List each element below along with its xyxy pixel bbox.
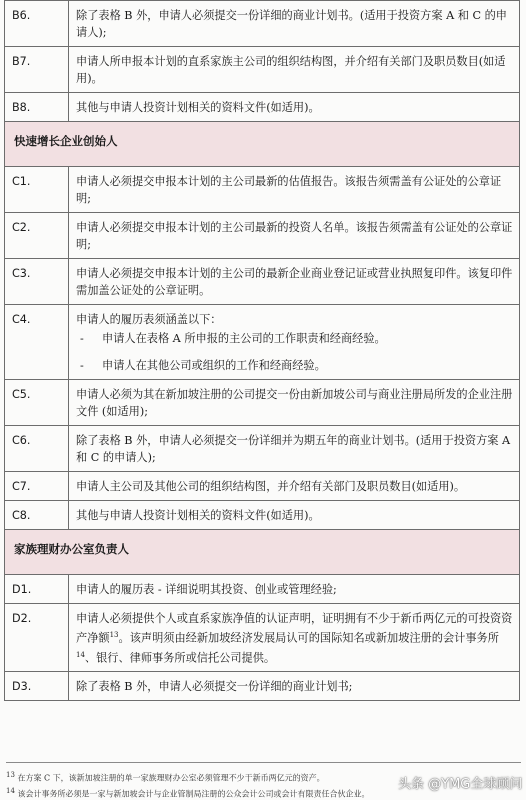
row-code: C3.	[5, 259, 69, 305]
table-row	[5, 93, 520, 122]
section-d-header	[5, 530, 520, 575]
table-row	[5, 426, 520, 472]
table-row	[5, 167, 520, 213]
row-code: B7.	[5, 47, 69, 93]
row-code: C7.	[5, 472, 69, 501]
table-row	[5, 501, 520, 530]
row-code: C5.	[5, 380, 69, 426]
row-code: C8.	[5, 501, 69, 530]
section-c-header	[5, 122, 520, 167]
text-fragment: 申请人必须提供个人或直系家族净值的认证声明，证明拥有不少于新币两亿元的可投资资产净额	[76, 612, 513, 645]
footnote: $^{14}$ 该会计事务所必须是一家与新加坡会计与企业管制局注册的公众会计公司或会计有限责任合伙企业。	[6, 786, 370, 799]
row-text: 申请人必须为其在新加坡注册的公司提交一份由新加坡公司与商业注册局所发的企业注册文件 (如适用);	[69, 380, 520, 426]
bullet-dash: -	[80, 359, 84, 372]
requirements-table	[4, 0, 520, 701]
row-text	[69, 305, 520, 380]
row-text: 其他与申请人投资计划相关的资料文件(如适用)。	[69, 93, 520, 122]
text-fragment: 、银行、律师事务所或信托公司提供。	[84, 651, 276, 665]
table-row	[5, 575, 520, 604]
row-text: 申请人的履历表 - 详细说明其投资、创业或管理经验;	[69, 575, 520, 604]
bullet-dash: -	[80, 332, 84, 345]
table-row	[5, 472, 520, 501]
row-text: 申请人主公司及其他公司的组织结构图，并介绍有关部门及职员数目(如适用)。	[69, 472, 520, 501]
row-text: 申请人必须提交申报本计划的主公司的最新企业商业登记证或营业执照复印件。该复印件需加盖公证处的公章证明。	[69, 259, 520, 305]
c4-intro: 申请人的履历表须涵盖以下：	[76, 313, 222, 326]
bullet-text: 申请人在其他公司或组织的工作和经商经验。	[102, 359, 326, 372]
footnote: $^{13}$ 在方案 C 下，该新加坡注册的单一家族理财办公室必须管理不少于新币两亿元的资产。	[6, 771, 325, 783]
row-code: B8.	[5, 93, 69, 122]
row-code: C4.	[5, 305, 69, 380]
bullet-item	[76, 357, 513, 374]
table-row	[5, 259, 520, 305]
row-text: 申请人必须提交申报本计划的主公司最新的投资人名单。该报告须需盖有公证处的公章证明;	[69, 213, 520, 259]
section-heading: 家族理财办公室负责人	[5, 530, 520, 575]
row-text: 除了表格 B 外，申请人必须提交一份详细的商业计划书;	[69, 672, 520, 701]
table-row	[5, 305, 520, 380]
table-row	[5, 47, 520, 93]
row-code: C2.	[5, 213, 69, 259]
row-text: 申请人必须提交申报本计划的主公司最新的估值报告。该报告须需盖有公证处的公章证明;	[69, 167, 520, 213]
watermark-logo: 头条 @YMG全球顾问	[398, 777, 523, 792]
row-text: 除了表格 B 外，申请人必须提交一份详细并为期五年的商业计划书。(适用于投资方案 A 和 C 的申请人);	[69, 426, 520, 472]
row-code: C1.	[5, 167, 69, 213]
bullet-text: 申请人在表格 A 所申报的主公司的工作职责和经商经验。	[102, 332, 386, 345]
table-row	[5, 1, 520, 47]
bullet-item	[76, 330, 513, 347]
row-text	[69, 604, 520, 672]
row-text: 申请人所申报本计划的直系家族主公司的组织结构图，并介绍有关部门及职员数目(如适用)。	[69, 47, 520, 93]
text-fragment: 。该声明须由经新加坡经济发展局认可的国际知名或新加坡注册的会计事务所	[118, 631, 499, 645]
row-text: 除了表格 B 外，申请人必须提交一份详细的商业计划书。(适用于投资方案 A 和 C 的申请人);	[69, 1, 520, 47]
row-code: B6.	[5, 1, 69, 47]
row-code: D3.	[5, 672, 69, 701]
table-row	[5, 380, 520, 426]
row-code: D1.	[5, 575, 69, 604]
table-row	[5, 672, 520, 701]
row-code: C6.	[5, 426, 69, 472]
row-code: D2.	[5, 604, 69, 672]
footnote-ref: 13	[109, 631, 119, 639]
table-row	[5, 604, 520, 672]
table-row	[5, 213, 520, 259]
footnote-ref: 14	[76, 650, 85, 659]
section-heading: 快速增长企业创始人	[5, 122, 520, 167]
row-text: 其他与申请人投资计划相关的资料文件(如适用)。	[69, 501, 520, 530]
